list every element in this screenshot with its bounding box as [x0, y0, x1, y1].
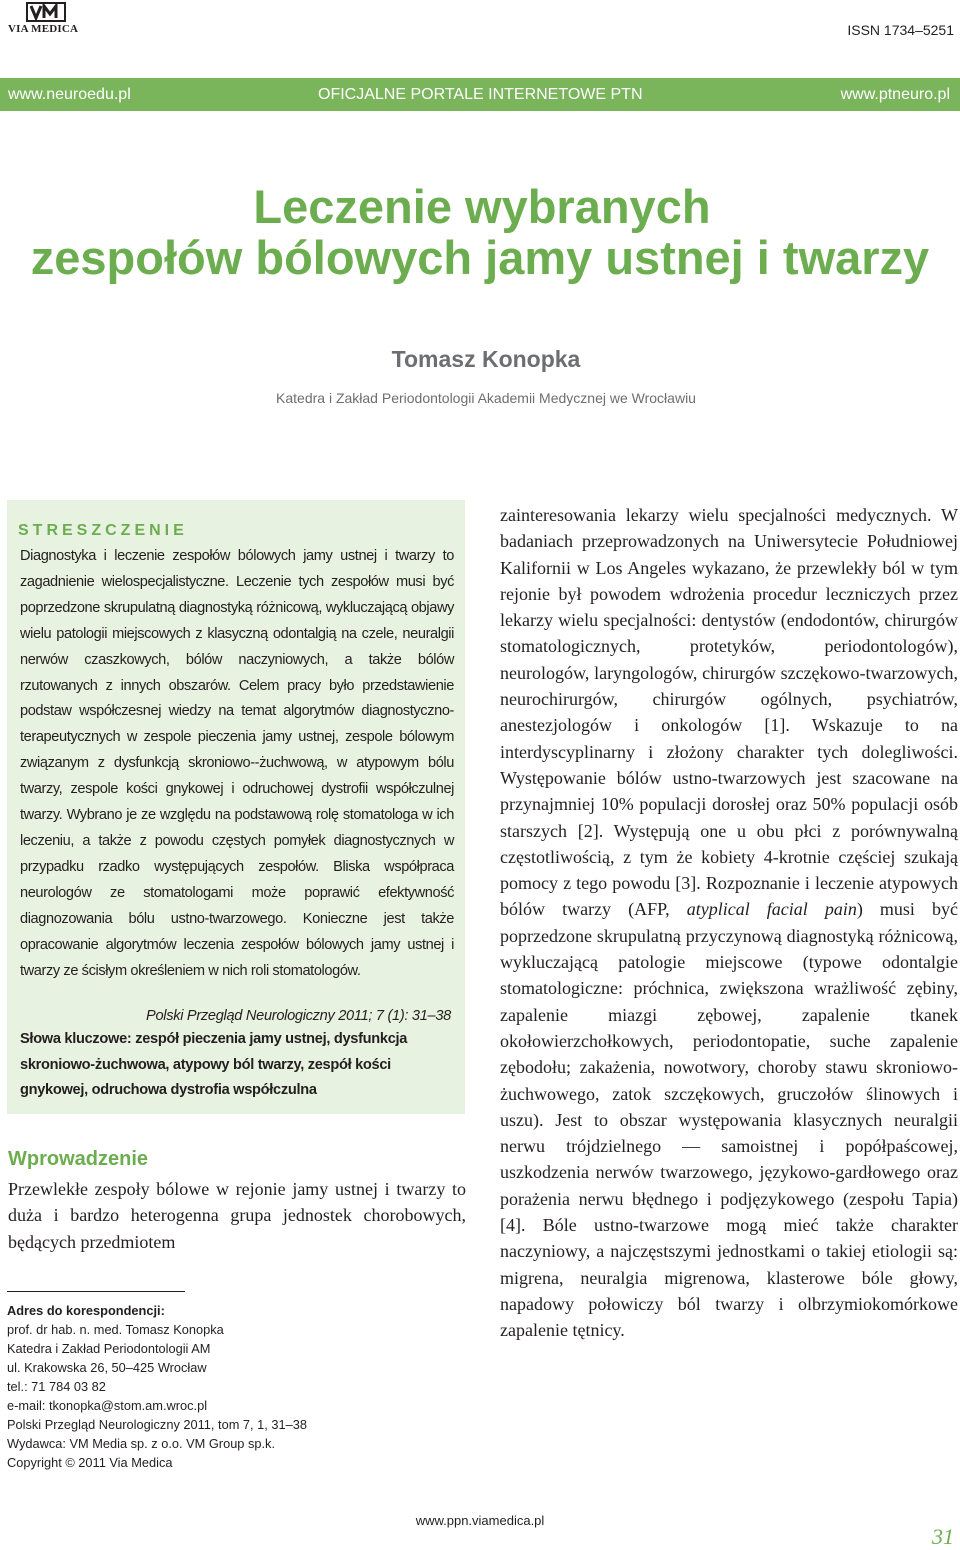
- ptneuro-link[interactable]: www.ptneuro.pl: [840, 86, 950, 103]
- correspondence-line: Polski Przegląd Neurologiczny 2011, tom 7, 1, 31–38: [7, 1417, 307, 1432]
- correspondence-line: ul. Krakowska 26, 50–425 Wrocław: [7, 1360, 207, 1375]
- intro-right-italic-term: atyplical facial pain: [686, 899, 857, 920]
- article-title-line2: zespołów bólowych jamy ustnej i twarzy: [30, 231, 930, 284]
- abstract-keywords: Słowa kluczowe: zespół pieczenia jamy ustnej, dysfunkcja skroniowo-żuchwowa, atypowy ból twarzy, zespół kości gnykowej, odruchowa dystrofia współczulna: [20, 1031, 408, 1098]
- abstract-citation: Polski Przegląd Neurologiczny 2011; 7 (1): 31–38: [146, 1008, 451, 1024]
- abstract-body: Diagnostyka i leczenie zespołów bólowych jamy ustnej i twarzy to zagadnienie wielospecjalistyczne. Leczenie tych zespołów musi być poprzedzone skrupulatną diagnostyką różnicową, wykluczającą objawy wielu patologii miejscowych z klasyczną odontalgią na czele, neuralgii nerwów czaszkowych, bólów naczyniowych, a także bólów rzutowanych z innych obszarów. Celem pracy było przedstawienie podstaw współczesnej wiedzy na temat algorytmów diagnostyczno-terapeutycznych w zespole pieczenia jamy ustnej, zespole bólowym związanym z dysfunkcją skroniowo--żuchwową, w atypowym bólu twarzy, zespole kości gnykowej i odruchowej dystrofii współczulnej twarzy. Wybrano je ze względu na podstawową rolę stomatologa w ich leczeniu, a także z powodu częstych pomyłek diagnostycznych w przypadku rzadko występujących zespołów. Bliska współpraca neurologów ze stomatologami może poprawić efektywność diagnozowania bólu ustno-twarzowego. Konieczne jest także opracowanie algorytmów leczenia zespołów bólowych jamy ustnej i twarzy ze ścisłym określeniem w nich roli stomatologów.: [20, 548, 454, 979]
- journal-url[interactable]: www.ppn.viamedica.pl: [415, 1513, 545, 1528]
- neuroedu-link[interactable]: www.neuroedu.pl: [8, 86, 131, 103]
- abstract-panel: [7, 500, 465, 1114]
- vm-logo-icon: [26, 2, 66, 22]
- introduction-body-left: Przewlekłe zespoły bólowe w rejonie jamy ustnej i twarzy to duża i bardzo heterogenna grupa jednostek chorobowych, będących przedmiotem: [8, 1179, 466, 1252]
- page-number: 31: [932, 1524, 954, 1549]
- introduction-heading: Wprowadzenie: [8, 1148, 149, 1170]
- correspondence-title: Adres do korespondencji:: [7, 1303, 165, 1318]
- correspondence-line: Katedra i Zakład Periodontologii AM: [7, 1341, 211, 1356]
- correspondence-line: Wydawca: VM Media sp. z o.o. VM Group sp.k.: [7, 1436, 276, 1451]
- correspondence-line: tel.: 71 784 03 82: [7, 1379, 106, 1394]
- correspondence-block: [7, 1301, 407, 1472]
- intro-right-text-1: zainteresowania lekarzy wielu specjalności medycznych. W badaniach przeprowadzonych na Uniwersytecie Południowej Kalifornii w Los Angeles wykazano, że przewlekły ból w tym rejonie był powodem wdrożenia procedur leczniczych przez lekarzy wielu specjalności: dentystów (endodontów, chirurgów stomatologicznych, protetyków, periodontologów), neurologów, laryngologów, chirurgów szczękowo-twarzowych, neurochirurgów, chirurgów ogólnych, psychiatrów, anestezjologów i onkologów [1]. Wskazuje to na interdyscyplinarny i złożony charakter tych dolegliwości. Występowanie bólów ustno-twarzowych jest szacowane na przynajmniej 10% populacji dorosłej oraz 50% populacji osób starszych [2]. Występują one u obu płci z porównywalną częstotliwością, z tym że kobiety 4-krotnie częściej szukają pomocy z tego powodu [3]. Rozpoznanie i leczenie atypowych bólów twarzy (AFP,: [500, 505, 958, 920]
- introduction-body-right: [500, 502, 958, 1344]
- issn-label: ISSN 1734–5251: [847, 22, 954, 38]
- correspondence-line: prof. dr hab. n. med. Tomasz Konopka: [7, 1322, 224, 1337]
- portal-banner-label: OFICJALNE PORTALE INTERNETOWE PTN: [318, 86, 643, 103]
- abstract-heading: STRESZCZENIE: [18, 522, 188, 539]
- via-medica-logo: [8, 2, 82, 36]
- correspondence-line: Copyright © 2011 Via Medica: [7, 1455, 173, 1470]
- portal-banner: [0, 78, 960, 111]
- intro-right-text-2: ) musi być poprzedzone skrupulatną przyczynową diagnostyką różnicową, wykluczającą patologie miejscowe (typowe odontalgie stomatologiczne: próchnica, zwiększona wrażliwość zębiny, zapalenie miazgi zębowej, zapalenie tkanek okołowierzchołkowych, periodontopatie, suche zapalenie zębodołu; zakażenia, nowotwory, choroby stawu skroniowo-żuchwowego, zatok szczękowych, gruczołów ślinowych i uszu). Jest to obszar występowania klasycznych neuralgii nerwu trójdzielnego — samoistnej i popółpaścowej, uszkodzenia nerwów twarzowego, językowo-gardłowego oraz porażenia nerwu błędnego i podjęzykowego (zespołu Tapia) [4]. Bóle ustno-twarzowe mogą mieć także charakter naczyniowy, a najczęstszymi jednostkami o takiej etiologii są: migrena, neuralgia migrenowa, klasterowe bóle głowy, napadowy połowiczy ból twarzy i olbrzymiokomórkowe zapalenie tętnicy.: [500, 899, 958, 1341]
- correspondence-email[interactable]: e-mail: tkonopka@stom.am.wroc.pl: [7, 1398, 208, 1413]
- author-affiliation: Katedra i Zakład Periodontologii Akademii Medycznej we Wrocławiu: [276, 390, 696, 406]
- logo-wordmark: VIA MEDICA: [8, 23, 79, 35]
- correspondence-divider: [7, 1291, 185, 1292]
- article-author: Tomasz Konopka: [391, 346, 581, 372]
- article-title-line1: Leczenie wybranych: [253, 180, 711, 233]
